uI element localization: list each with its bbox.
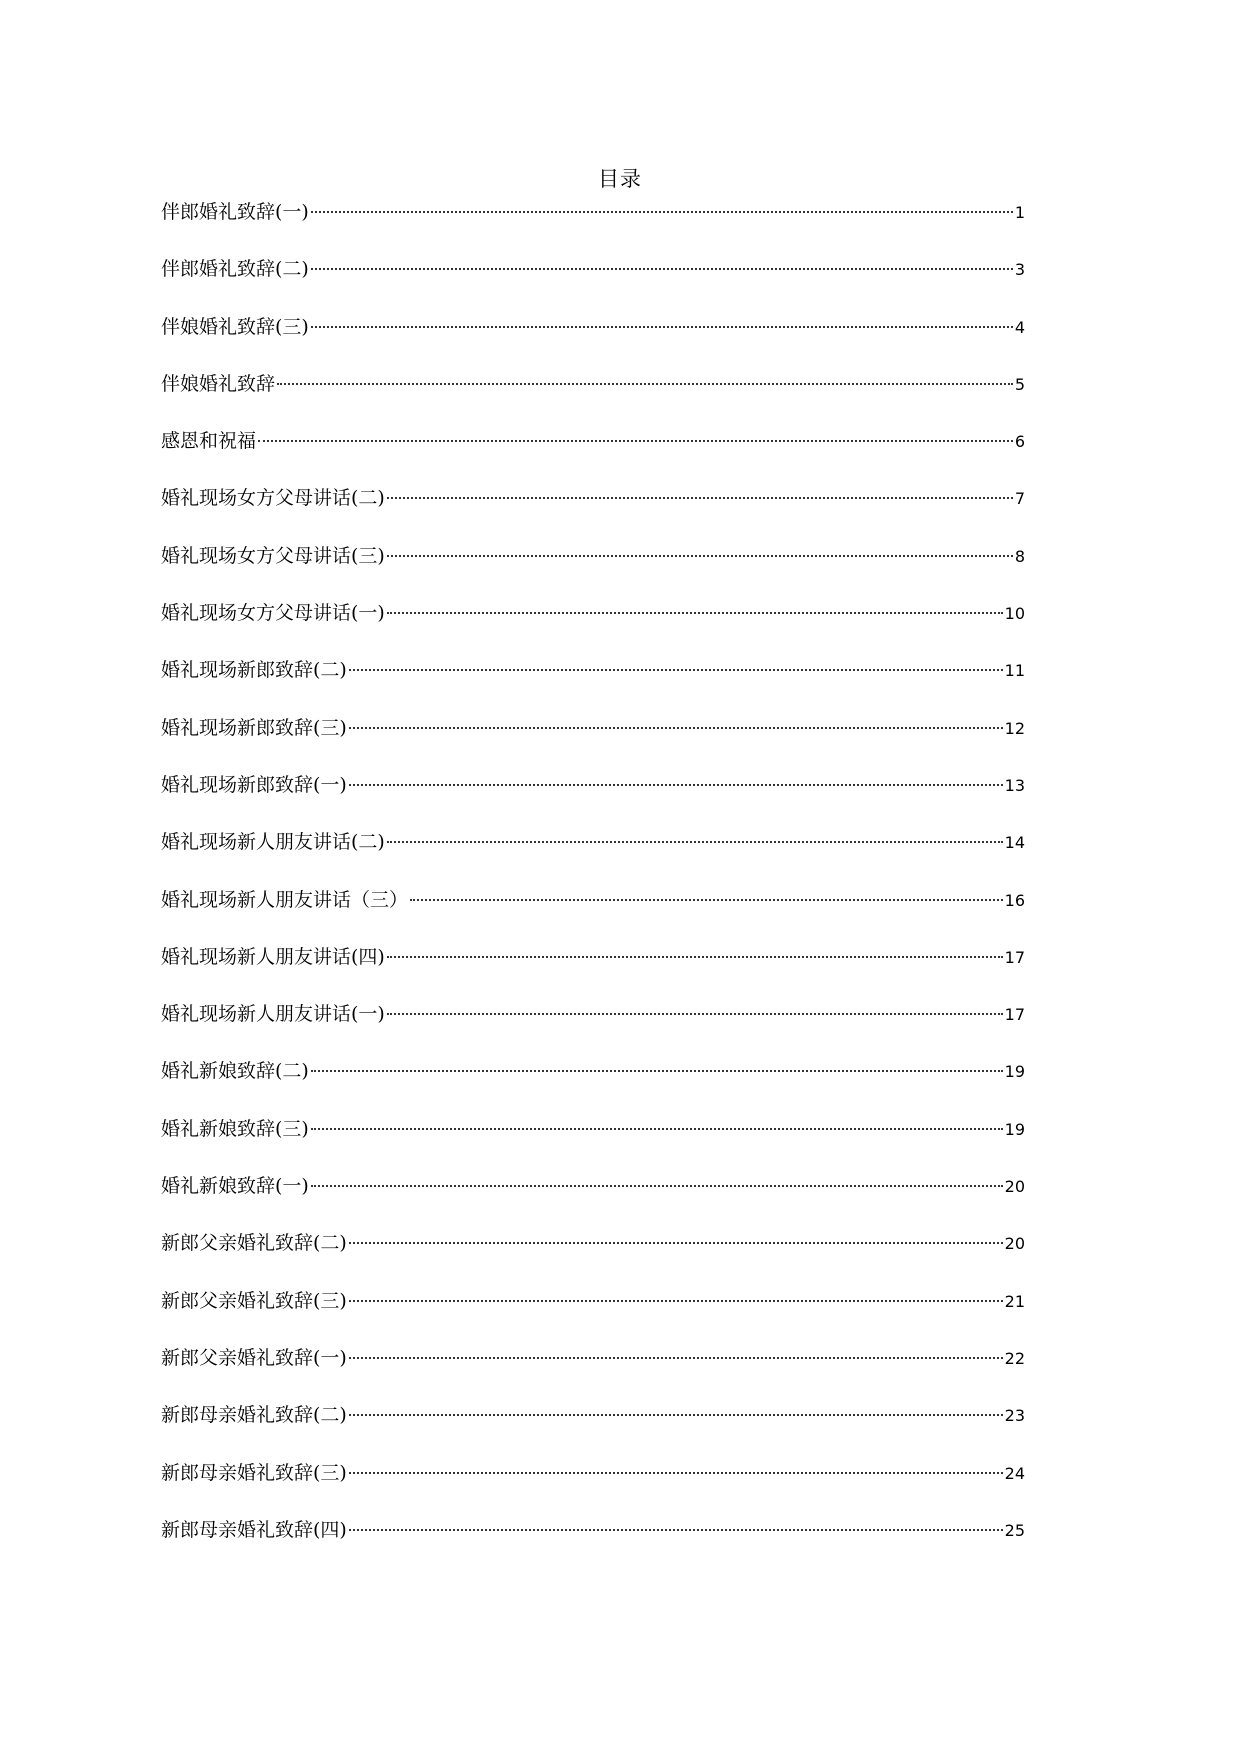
toc-entry-page-number: 8 — [1014, 546, 1025, 566]
toc-entry-title: 婚礼现场新人朋友讲话(一) — [161, 1003, 385, 1026]
toc-entry[interactable] — [161, 253, 1025, 310]
toc-dot-leader — [387, 554, 1013, 557]
toc-entry-page-number: 11 — [1004, 661, 1025, 681]
toc-entry-page-number: 22 — [1004, 1348, 1025, 1368]
toc-entry[interactable] — [161, 1399, 1025, 1456]
toc-entry[interactable] — [161, 712, 1025, 769]
toc-entry-title: 婚礼现场新郎致辞(二) — [161, 659, 347, 682]
toc-dot-leader — [387, 496, 1013, 499]
toc-entry[interactable] — [161, 196, 1025, 253]
toc-entry-title: 伴郎婚礼致辞(二) — [161, 258, 309, 281]
toc-entry-title: 婚礼现场新人朋友讲话（三） — [161, 888, 409, 911]
toc-entry-title: 伴娘婚礼致辞 — [161, 372, 276, 395]
toc-entry[interactable] — [161, 425, 1025, 482]
toc-entry[interactable] — [161, 482, 1025, 539]
toc-entry[interactable] — [161, 1113, 1025, 1170]
toc-entry-title: 新郎父亲婚礼致辞(一) — [161, 1346, 347, 1369]
toc-list — [161, 196, 1025, 1571]
toc-dot-leader — [311, 325, 1013, 328]
toc-dot-leader — [311, 1184, 1003, 1187]
toc-entry-page-number: 10 — [1004, 604, 1025, 624]
toc-dot-leader — [410, 898, 1003, 901]
toc-dot-leader — [311, 1127, 1003, 1130]
toc-entry-page-number: 14 — [1004, 833, 1025, 853]
toc-entry-title: 婚礼现场新郎致辞(三) — [161, 716, 347, 739]
toc-dot-leader — [349, 1356, 1003, 1359]
toc-dot-leader — [277, 382, 1013, 385]
toc-entry-page-number: 16 — [1004, 890, 1025, 910]
toc-entry-title: 新郎母亲婚礼致辞(三) — [161, 1461, 347, 1484]
toc-entry-title: 伴郎婚礼致辞(一) — [161, 201, 309, 223]
toc-entry[interactable] — [161, 826, 1025, 883]
toc-dot-leader — [258, 439, 1013, 442]
toc-entry-title: 伴娘婚礼致辞(三) — [161, 315, 309, 338]
toc-entry-title: 新郎父亲婚礼致辞(二) — [161, 1232, 347, 1255]
toc-entry-page-number: 5 — [1014, 374, 1025, 394]
toc-dot-leader — [349, 726, 1003, 729]
toc-entry-page-number: 13 — [1004, 775, 1025, 795]
toc-entry[interactable] — [161, 311, 1025, 368]
toc-dot-leader — [349, 1413, 1003, 1416]
toc-entry-page-number: 23 — [1004, 1406, 1025, 1426]
toc-entry[interactable] — [161, 597, 1025, 654]
toc-dot-leader — [311, 210, 1013, 213]
toc-entry[interactable] — [161, 941, 1025, 998]
toc-dot-leader — [349, 1528, 1003, 1531]
toc-entry-title: 婚礼新娘致辞(二) — [161, 1060, 309, 1083]
toc-entry-title: 新郎父亲婚礼致辞(三) — [161, 1289, 347, 1312]
toc-dot-leader — [349, 668, 1003, 671]
toc-title: 目录 — [598, 167, 642, 191]
toc-entry[interactable] — [161, 654, 1025, 711]
toc-entry-page-number: 20 — [1004, 1177, 1025, 1197]
toc-dot-leader — [311, 267, 1013, 270]
toc-entry-page-number: 4 — [1014, 317, 1025, 337]
toc-entry-page-number: 1 — [1014, 203, 1025, 222]
toc-entry-title: 婚礼现场女方父母讲话(一) — [161, 602, 385, 625]
toc-entry-page-number: 20 — [1004, 1234, 1025, 1254]
toc-entry-page-number: 6 — [1014, 432, 1025, 452]
toc-entry-page-number: 17 — [1004, 947, 1025, 967]
toc-entry-title: 婚礼现场新人朋友讲话(四) — [161, 945, 385, 968]
toc-entry-title: 婚礼新娘致辞(三) — [161, 1117, 309, 1140]
toc-entry-title: 新郎母亲婚礼致辞(二) — [161, 1404, 347, 1427]
toc-dot-leader — [349, 783, 1003, 786]
toc-entry-title: 婚礼新娘致辞(一) — [161, 1175, 309, 1198]
toc-dot-leader — [349, 1471, 1003, 1474]
toc-entry-page-number: 3 — [1014, 260, 1025, 280]
toc-dot-leader — [387, 840, 1003, 843]
toc-dot-leader — [387, 955, 1003, 958]
toc-dot-leader — [349, 1299, 1003, 1302]
toc-entry[interactable] — [161, 1285, 1025, 1342]
toc-entry[interactable] — [161, 998, 1025, 1055]
toc-entry-page-number: 7 — [1014, 489, 1025, 509]
toc-entry[interactable] — [161, 368, 1025, 425]
toc-entry[interactable] — [161, 1170, 1025, 1227]
toc-entry-page-number: 19 — [1004, 1062, 1025, 1082]
toc-entry-page-number: 24 — [1004, 1463, 1025, 1483]
toc-entry-page-number: 25 — [1004, 1520, 1025, 1540]
toc-entry[interactable] — [161, 1055, 1025, 1112]
toc-dot-leader — [387, 611, 1003, 614]
toc-entry-title: 婚礼现场新人朋友讲话(二) — [161, 831, 385, 854]
toc-entry-title: 婚礼现场女方父母讲话(三) — [161, 544, 385, 567]
toc-entry[interactable] — [161, 1514, 1025, 1571]
toc-entry[interactable] — [161, 540, 1025, 597]
toc-entry[interactable] — [161, 1457, 1025, 1514]
toc-dot-leader — [349, 1241, 1003, 1244]
toc-entry-title: 新郎母亲婚礼致辞(四) — [161, 1518, 347, 1541]
toc-entry-title: 感恩和祝福 — [161, 430, 257, 453]
toc-entry-title: 婚礼现场新郎致辞(一) — [161, 773, 347, 796]
toc-dot-leader — [387, 1012, 1003, 1015]
toc-dot-leader — [311, 1069, 1003, 1072]
toc-entry[interactable] — [161, 884, 1025, 941]
toc-entry-title: 婚礼现场女方父母讲话(二) — [161, 487, 385, 510]
toc-entry-page-number: 17 — [1004, 1005, 1025, 1025]
toc-entry-page-number: 12 — [1004, 718, 1025, 738]
toc-entry[interactable] — [161, 769, 1025, 826]
toc-entry[interactable] — [161, 1227, 1025, 1284]
toc-entry[interactable] — [161, 1342, 1025, 1399]
toc-entry-page-number: 21 — [1004, 1291, 1025, 1311]
toc-entry-page-number: 19 — [1004, 1119, 1025, 1139]
